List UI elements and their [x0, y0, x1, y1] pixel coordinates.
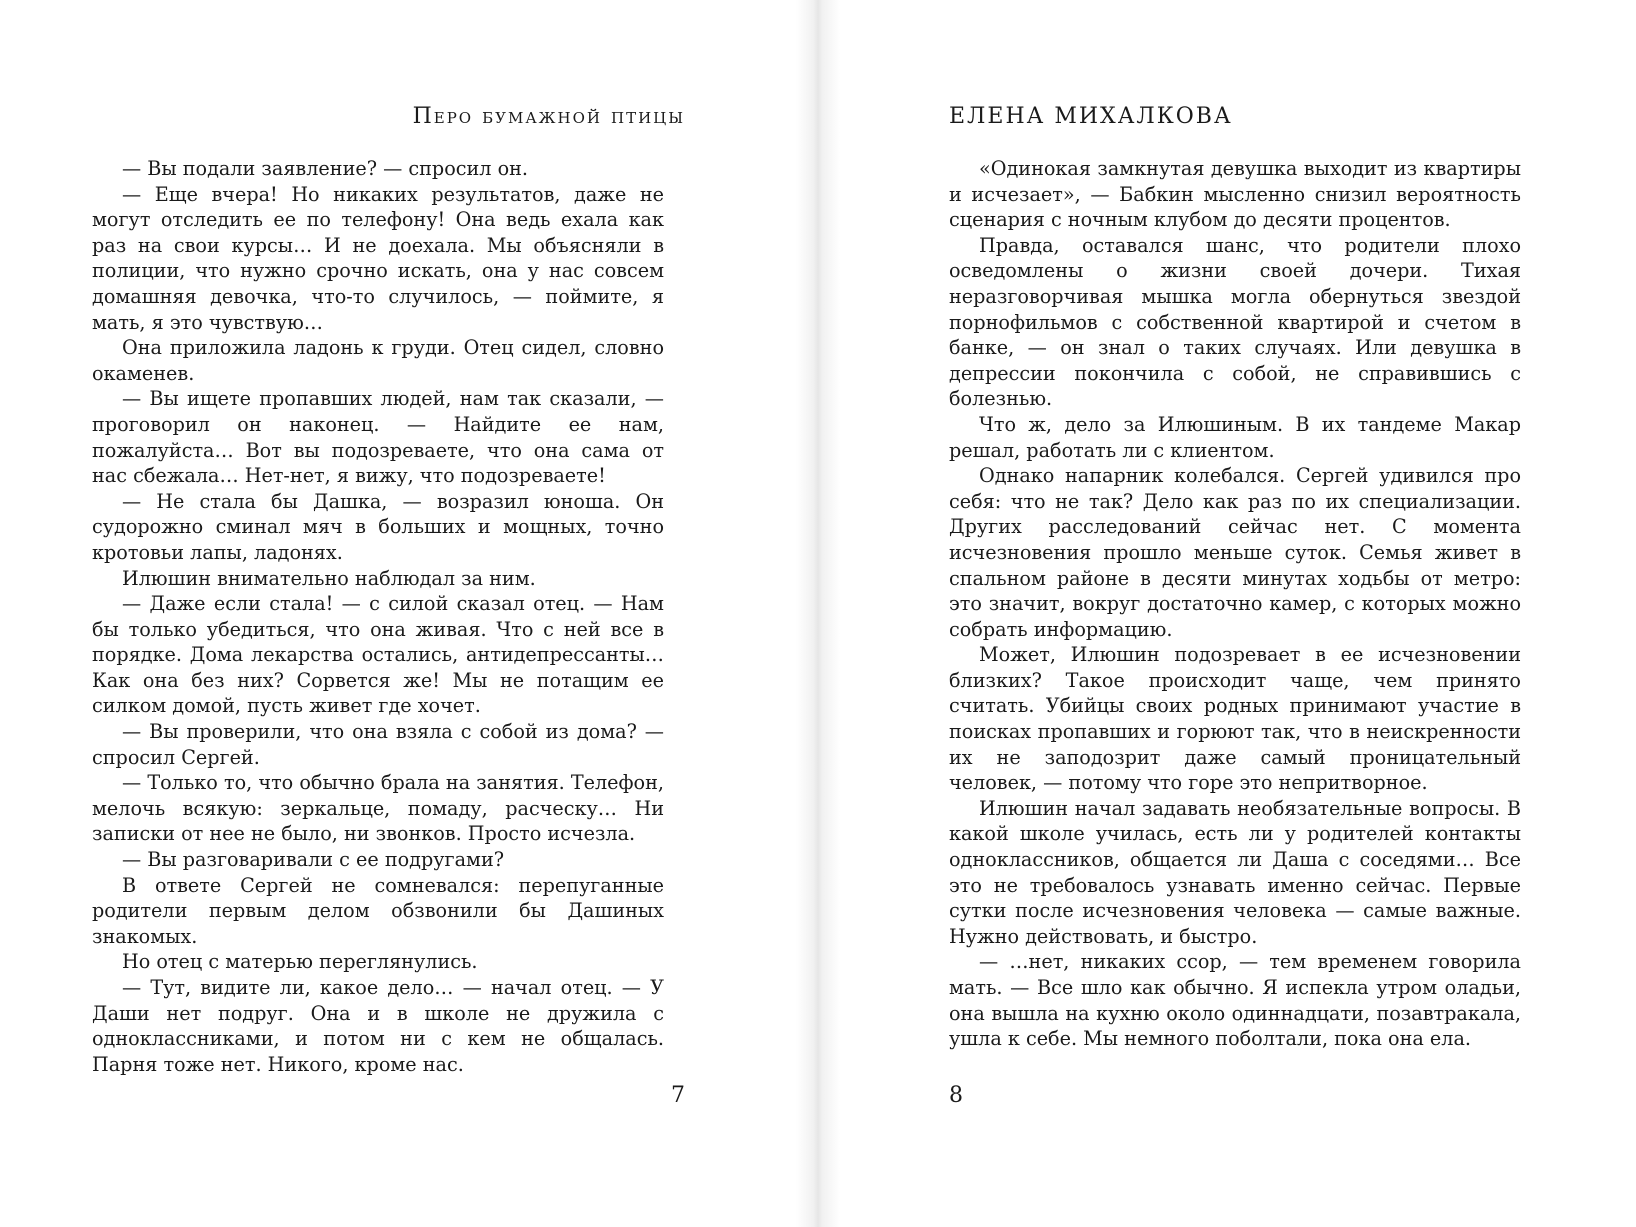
paragraph: Илюшин начал задавать необязательные вопросы. В какой школе училась, есть ли у родителей контакты одноклассников, общается ли Даша с соседями… Все это не требовалось узнавать именно сейчас. Первые сутки после исчезновения человека — самые важные. Нужно действовать, и быстро.: [949, 796, 1521, 948]
left-running-head: Перо бумажной птицы: [412, 104, 685, 129]
paragraph: — Не стала бы Дашка, — возразил юноша. Он судорожно сминал мяч в больших и мощных, точно кротовьи лапы, ладонях.: [92, 489, 664, 564]
paragraph: В ответе Сергей не сомневался: перепуганные родители первым делом обзвонили бы Дашиных знакомых.: [92, 873, 664, 948]
paragraph: — Вы подали заявление? — спросил он.: [122, 157, 529, 180]
paragraph: Она приложила ладонь к груди. Отец сидел, словно окаменев.: [92, 336, 664, 385]
paragraph: — Вы проверили, что она взяла с собой из дома? — спросил Сергей.: [92, 720, 664, 769]
paragraph: — Тут, видите ли, какое дело… — начал отец. — У Даши нет подруг. Она и в школе не дружила с одноклассниками, и потом ни с кем не общалась. Парня тоже нет. Никого, кроме нас.: [92, 976, 664, 1076]
right-page-text: [949, 156, 1521, 1052]
paragraph: «Одинокая замкнутая девушка выходит из квартиры и исчезает», — Бабкин мысленно снизил вероятность сценария с ночным клубом до десяти процентов.: [949, 157, 1521, 232]
right-running-head: ЕЛЕНА МИХАЛКОВА: [949, 104, 1233, 129]
right-page-number: 8: [949, 1083, 963, 1108]
right-page: [818, 0, 1636, 1227]
paragraph: — Только то, что обычно брала на занятия. Телефон, мелочь всякую: зеркальце, помаду, расческу… Ни записки от нее не было, ни звонков. Просто исчезла.: [92, 771, 664, 846]
paragraph: — Даже если стала! — с силой сказал отец. — Нам бы только убедиться, что она живая. Что с ней все в порядке. Дома лекарства остались, антидепрессанты… Как она без них? Сорвется же! Мы не потащим ее силком домой, пусть живет где хочет.: [92, 592, 664, 718]
book-gutter-shadow: [796, 0, 840, 1227]
left-page-number: 7: [671, 1083, 685, 1108]
paragraph: Что ж, дело за Илюшиным. В их тандеме Макар решал, работать ли с клиентом.: [949, 412, 1521, 462]
paragraph: Илюшин внимательно наблюдал за ним.: [122, 566, 536, 590]
paragraph: Но отец с матерью переглянулись.: [122, 950, 478, 974]
paragraph: Может, Илюшин подозревает в ее исчезновении близких? Такое происходит чаще, чем принято считать. Убийцы своих родных принимают участие в поисках пропавших и горюют так, что в неискренности их не заподозрит даже самый проницательный человек, — потому что горе это непритворное.: [949, 643, 1521, 795]
left-page-text: [92, 156, 664, 1077]
paragraph: Однако напарник колебался. Сергей удивился про себя: что не так? Дело как раз по их специализации. Других расследований сейчас нет. С момента исчезновения прошло меньше суток. Семья живет в спальном районе в десяти минутах ходьбы от метро: это значит, вокруг достаточно камер, с которых можно собрать информацию.: [949, 464, 1521, 641]
paragraph: Правда, оставался шанс, что родители плохо осведомлены о жизни своей дочери. Тихая неразговорчивая мышка могла обернуться звездой порнофильмов с собственной квартирой и счетом в банке, — он знал о таких случаях. Или девушка в депрессии покончила с собой, не справившись с болезнью.: [949, 233, 1521, 411]
paragraph: — …нет, никаких ссор, — тем временем говорила мать. — Все шло как обычно. Я испекла утром оладьи, она вышла на кухню около одиннадцати, позавтракала, ушла к себе. Мы немного поболтали, пока она ела.: [949, 950, 1521, 1051]
paragraph: — Вы ищете пропавших людей, нам так сказали, — проговорил он наконец. — Найдите ее нам, пожалуйста… Вот вы подозреваете, что она сама от нас сбежала… Нет-нет, я вижу, что подозреваете!: [92, 387, 664, 488]
paragraph: — Вы разговаривали с ее подругами?: [122, 848, 505, 872]
paragraph: — Еще вчера! Но никаких результатов, даже не могут отследить ее по телефону! Она ведь ехала как раз на свои курсы… И не доехала. Мы объясняли в полиции, что нужно срочно искать, она у нас совсем домашняя девочка, что-то случилось, — поймите, я мать, я это чувствую…: [92, 182, 664, 334]
